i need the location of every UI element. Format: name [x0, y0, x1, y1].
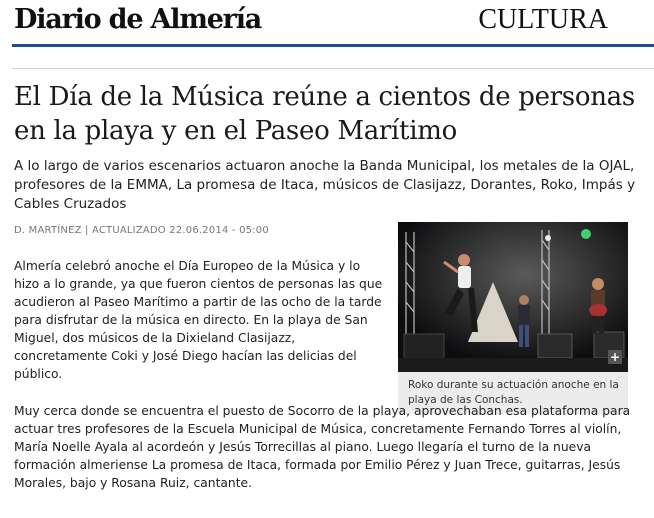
masthead-rule [12, 44, 654, 47]
section-title[interactable]: CULTURA [478, 4, 608, 35]
site-logo[interactable]: Diario de Almería [14, 4, 262, 35]
masthead [0, 0, 654, 48]
article-headline: El Día de la Música reúne a cientos de personas en la playa y en el Paseo Marítimo [14, 82, 635, 146]
photo-caption: Roko durante su actuación anoche en la playa de las Conchas. [408, 379, 619, 406]
plus-icon[interactable]: + [609, 350, 621, 364]
article-figure [398, 222, 628, 414]
article-subtitle: A lo largo de varios escenarios actuaron anoche la Banda Municipal, los metales de la OJAL, profesores de la EMMA, La promesa de Itaca, músicos de Clasijazz, Dorantes, Roko, Impás y Cables Cruzados [14, 158, 636, 212]
concert-photo-drawing [398, 222, 628, 372]
article-paragraph-1: Almería celebró anoche el Día Europeo de la Música y lo hizo a lo grande, ya que fueron cientos de personas las que acudieron al Paseo Marítimo a partir de las ocho de la tarde para disfrutar de la música en directo. En la playa de San Miguel, dos músicos de la Dixieland Clasijazz, concretamente Coki y José Diego hacían las delicias del público. [14, 259, 383, 381]
concert-photo[interactable] [398, 222, 628, 372]
divider [12, 68, 654, 69]
article-paragraph-2: Muy cerca donde se encuentra el puesto de Socorro de la playa, aprovechaban esa plataforma para actuar tres profesores de la Escuela Municipal de Música, concretamente Fernando Torres al violín, María Noelle Ayala al acordeón y Jesús Torrecillas al piano. Luego llegaría el turno de la nueva formación almeriense La promesa de Itaca, formada por Emilio Pérez y Juan Trece, guitarras, Jesús Morales, bajo y Rosana Ruiz, cantante. [14, 404, 631, 490]
article-byline: D. MARTÍNEZ | ACTUALIZADO 22.06.2014 - 05:00 [14, 225, 269, 236]
